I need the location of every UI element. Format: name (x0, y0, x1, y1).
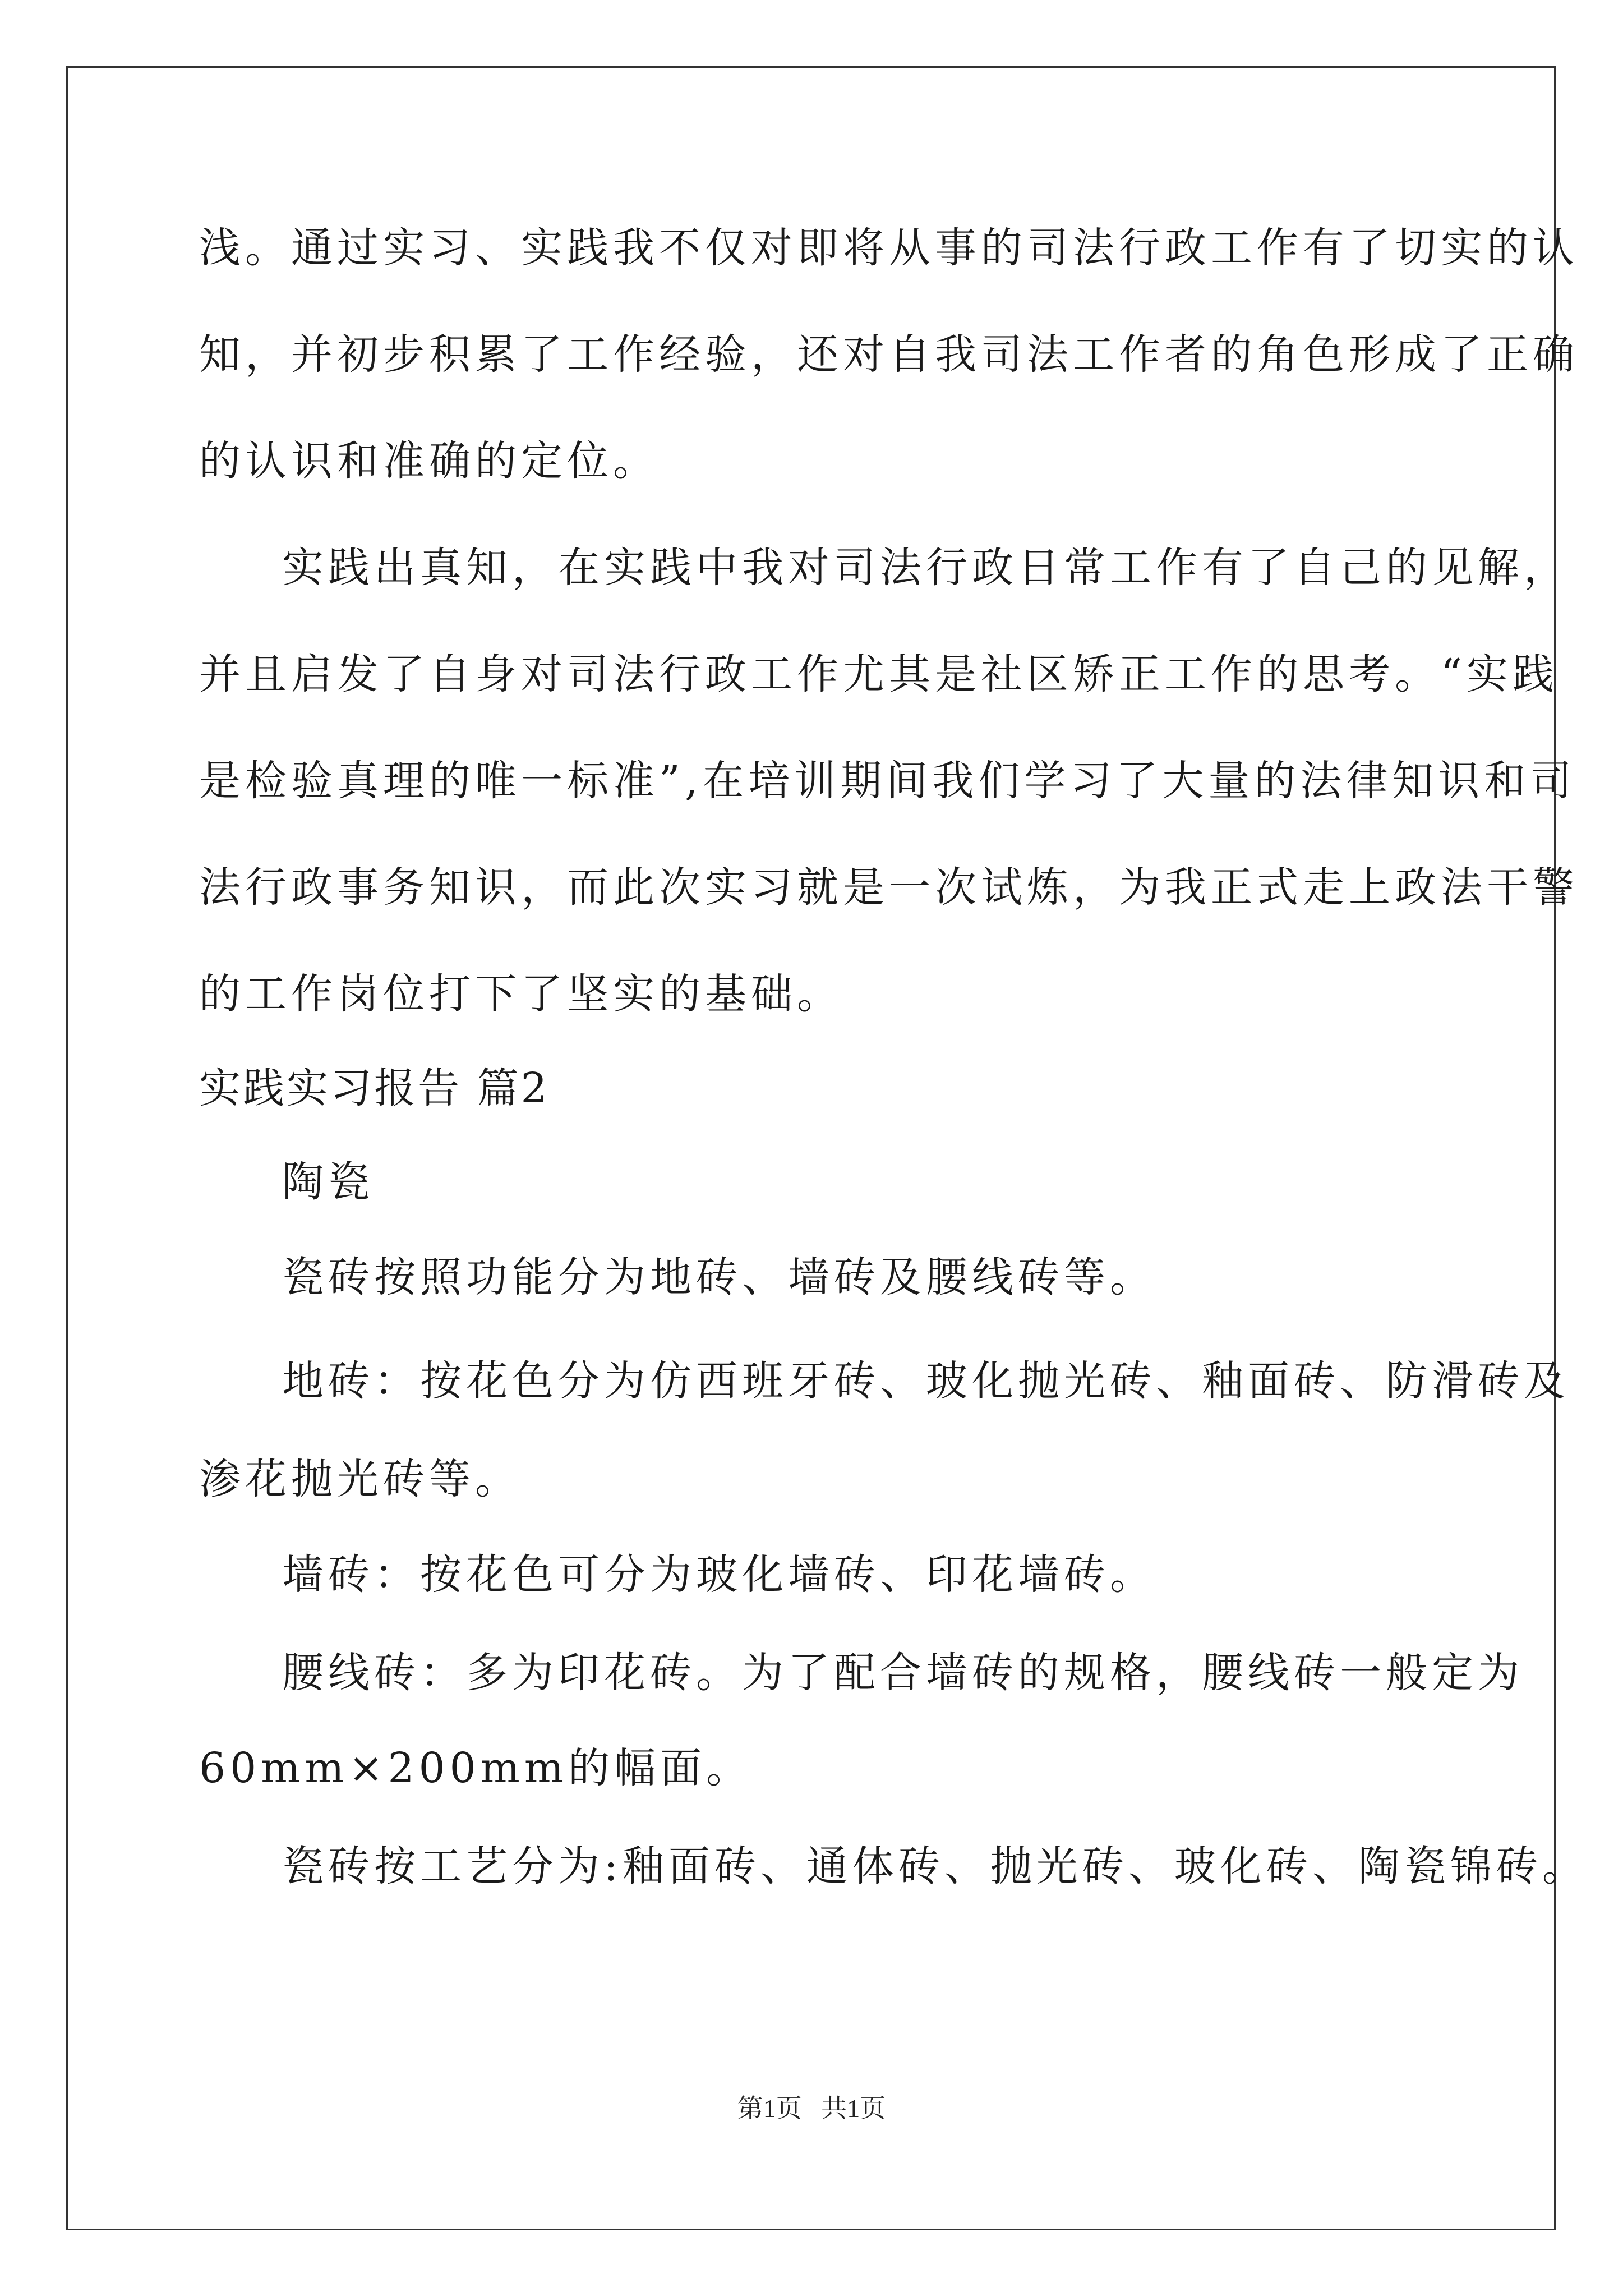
paragraph-line: 腰线砖：多为印花砖。为了配合墙砖的规格，腰线砖一般定为 (282, 1649, 1524, 1697)
paragraph-line: 墙砖：按花色可分为玻化墙砖、印花墙砖。 (282, 1550, 1156, 1599)
paragraph-line: 并且启发了自身对司法行政工作尤其是社区矫正工作的思考。“实践 (199, 650, 1559, 698)
paragraph-line: 是检验真理的唯一标准”,在培训期间我们学习了大量的法律知识和司 (199, 757, 1576, 805)
page-border (66, 66, 1556, 2230)
paragraph-line: 的工作岗位打下了坚实的基础。 (199, 970, 843, 1018)
paragraph-line: 渗花抛光砖等。 (199, 1455, 521, 1503)
section-heading: 实践实习报告 篇2 (199, 1064, 550, 1112)
paragraph-line: 知，并初步积累了工作经验，还对自我司法工作者的角色形成了正确 (199, 330, 1579, 379)
paragraph-line: 瓷砖按照功能分为地砖、墙砖及腰线砖等。 (282, 1253, 1156, 1301)
paragraph-line: 地砖：按花色分为仿西班牙砖、玻化抛光砖、釉面砖、防滑砖及 (282, 1357, 1570, 1405)
paragraph-line: 的认识和准确的定位。 (199, 437, 659, 485)
page-footer: 第1页 共1页 (737, 2094, 886, 2123)
paragraph-line: 陶瓷 (282, 1158, 374, 1206)
paragraph-line: 浅。通过实习、实践我不仅对即将从事的司法行政工作有了切实的认 (199, 224, 1579, 272)
paragraph-line: 实践出真知，在实践中我对司法行政日常工作有了自己的见解， (282, 544, 1570, 592)
paragraph-line: 法行政事务知识，而此次实习就是一次试炼，为我正式走上政法干警 (199, 863, 1579, 912)
paragraph-line: 60mm×200mm的幅面。 (199, 1744, 753, 1792)
paragraph-line: 瓷砖按工艺分为:釉面砖、通体砖、抛光砖、玻化砖、陶瓷锦砖。 (282, 1842, 1588, 1890)
